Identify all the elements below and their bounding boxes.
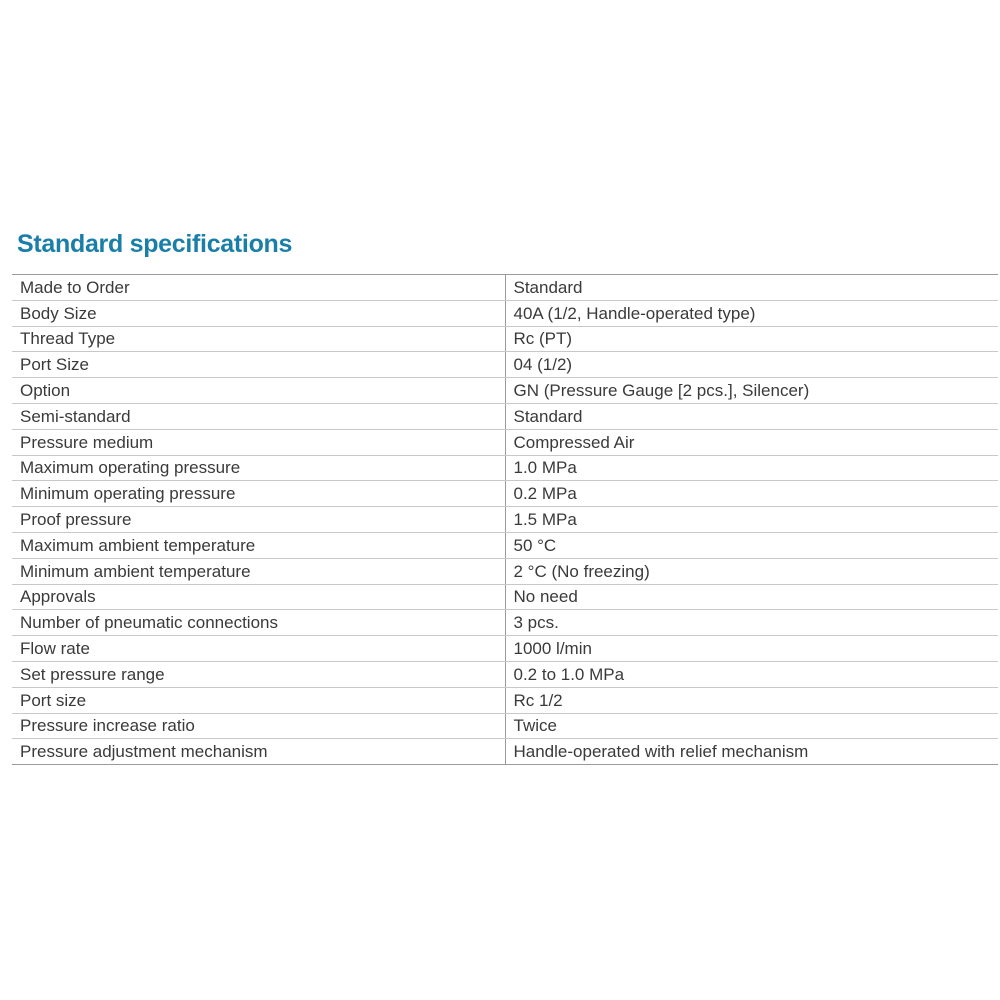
table-row xyxy=(12,610,998,636)
table-row xyxy=(12,532,998,558)
table-row xyxy=(12,687,998,713)
spec-value: Compressed Air xyxy=(505,429,998,455)
spec-label: Flow rate xyxy=(12,636,505,662)
spec-label: Approvals xyxy=(12,584,505,610)
spec-label: Made to Order xyxy=(12,275,505,301)
spec-label: Thread Type xyxy=(12,326,505,352)
spec-label: Port Size xyxy=(12,352,505,378)
spec-value: Twice xyxy=(505,713,998,739)
spec-label: Minimum ambient temperature xyxy=(12,558,505,584)
spec-value: 3 pcs. xyxy=(505,610,998,636)
spec-label: Set pressure range xyxy=(12,661,505,687)
spec-value: Handle-operated with relief mechanism xyxy=(513,742,809,762)
spec-table-body xyxy=(12,275,998,765)
page-title: Standard specifications xyxy=(17,230,293,258)
spec-label: Proof pressure xyxy=(12,507,505,533)
table-row xyxy=(12,326,998,352)
spec-label: Pressure medium xyxy=(12,429,505,455)
table-row xyxy=(12,481,998,507)
spec-value: 0.2 MPa xyxy=(505,481,998,507)
table-row xyxy=(12,403,998,429)
spec-label: Number of pneumatic connections xyxy=(12,610,505,636)
spec-value: 1.0 MPa xyxy=(505,455,998,481)
spec-label: Maximum operating pressure xyxy=(12,455,505,481)
table-row xyxy=(12,739,998,765)
spec-label: Maximum ambient temperature xyxy=(12,532,505,558)
spec-label: Port size xyxy=(12,687,505,713)
table-row xyxy=(12,300,998,326)
table-row xyxy=(12,558,998,584)
spec-value: No need xyxy=(505,584,998,610)
spec-label: Pressure adjustment mechanism xyxy=(12,739,505,765)
table-row xyxy=(12,584,998,610)
spec-value: 0.2 to 1.0 MPa xyxy=(505,661,998,687)
spec-value: 50 °C xyxy=(505,532,998,558)
table-row xyxy=(12,636,998,662)
table-row xyxy=(12,713,998,739)
spec-label: Pressure increase ratio xyxy=(12,713,505,739)
table-row xyxy=(12,507,998,533)
table-row xyxy=(12,661,998,687)
spec-value: 2 °C (No freezing) xyxy=(505,558,998,584)
spec-table xyxy=(12,274,998,765)
spec-label: Body Size xyxy=(12,300,505,326)
spec-value: Rc 1/2 xyxy=(505,687,998,713)
table-row xyxy=(12,429,998,455)
spec-label: Semi-standard xyxy=(12,403,505,429)
spec-value: 1.5 MPa xyxy=(505,507,998,533)
spec-label: Option xyxy=(12,378,505,404)
spec-value: Rc (PT) xyxy=(505,326,998,352)
spec-value: Standard xyxy=(505,403,998,429)
spec-value: 04 (1/2) xyxy=(505,352,998,378)
table-row xyxy=(12,455,998,481)
table-row xyxy=(12,275,998,301)
spec-value: 40A (1/2, Handle-operated type) xyxy=(505,300,998,326)
spec-value: GN (Pressure Gauge [2 pcs.], Silencer) xyxy=(505,378,998,404)
table-row xyxy=(12,352,998,378)
spec-label: Minimum operating pressure xyxy=(12,481,505,507)
spec-value: 1000 l/min xyxy=(505,636,998,662)
table-row xyxy=(12,378,998,404)
spec-value: Standard xyxy=(505,275,998,301)
